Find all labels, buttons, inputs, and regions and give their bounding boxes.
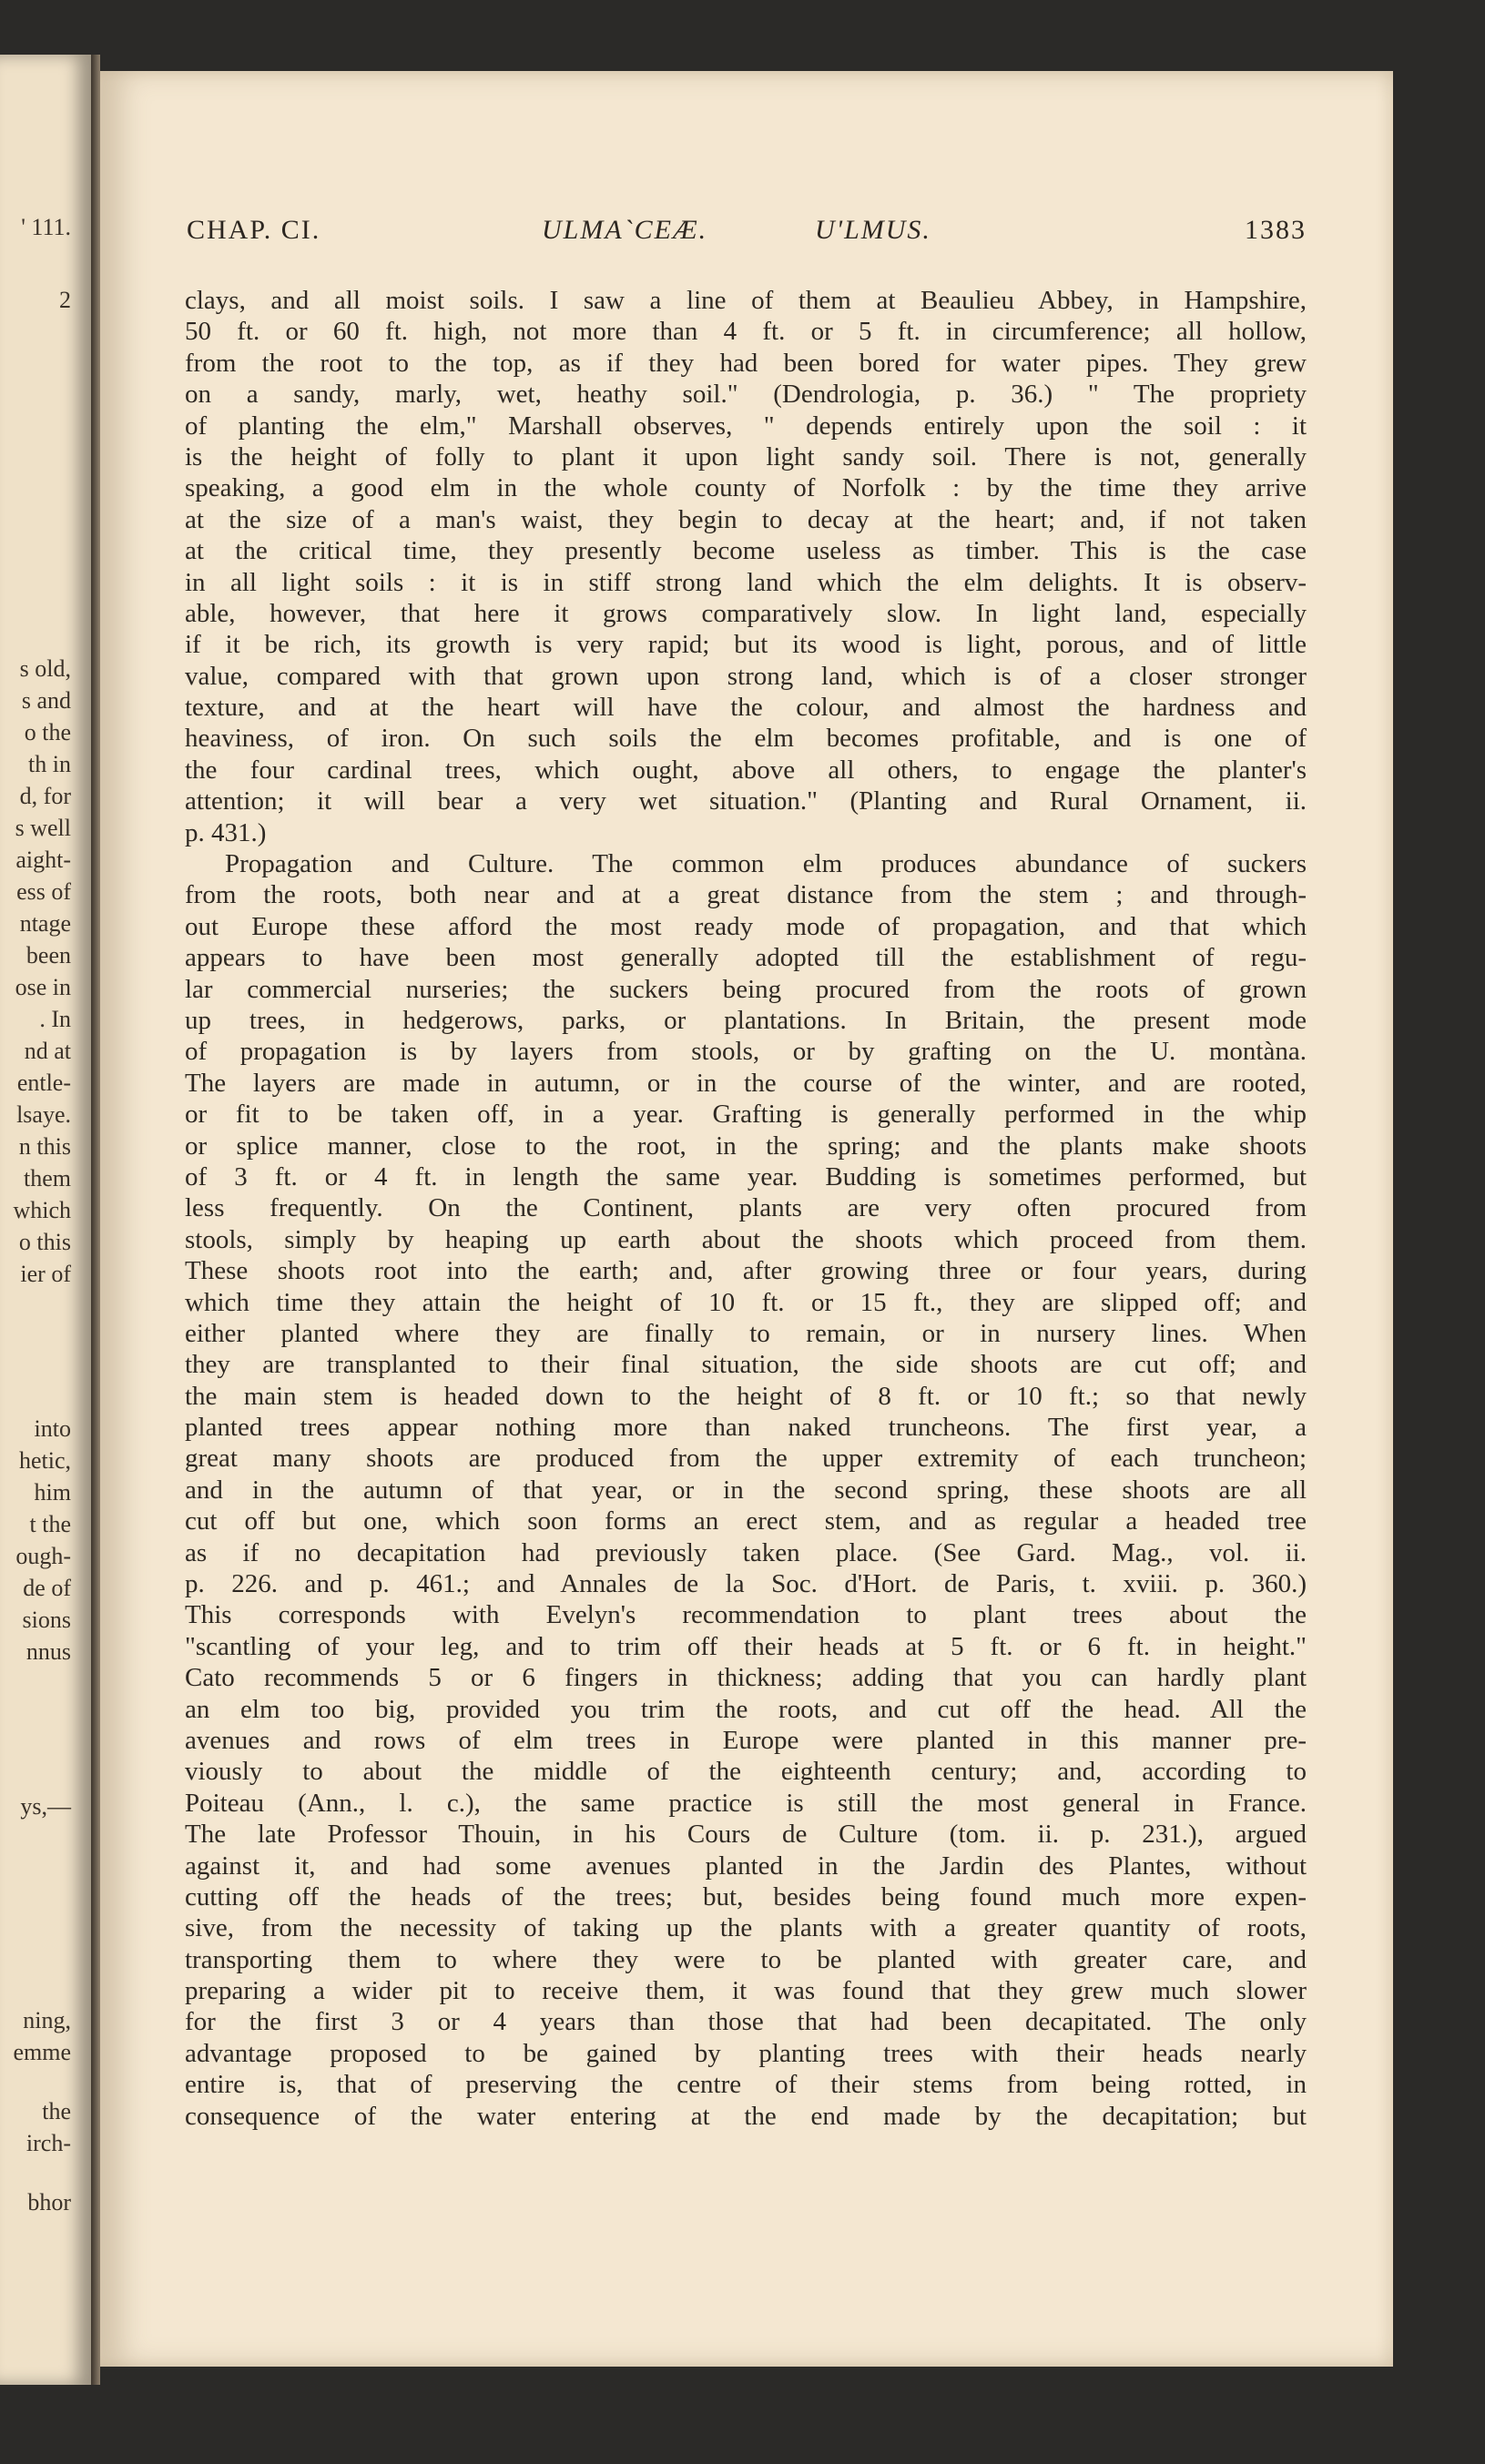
facing-page-fragment: sions	[22, 1607, 71, 1633]
facing-page-fragment: lsaye.	[16, 1101, 71, 1128]
text-line: Cato recommends 5 or 6 fingers in thickness; adding that you can hardly plant	[185, 1663, 1307, 1693]
facing-page-fragment: d, for	[19, 783, 71, 809]
facing-page-fragment: ose in	[15, 974, 71, 1000]
text-line: avenues and rows of elm trees in Europe were planted in this manner pre-	[185, 1725, 1307, 1755]
text-line: an elm too big, provided you trim the roots, and cut off the head. All the	[185, 1694, 1307, 1724]
text-line: either planted where they are finally to remain, or in nursery lines. When	[185, 1318, 1307, 1348]
text-line: appears to have been most generally adopted till the establishment of regu-	[185, 943, 1307, 973]
text-line: transporting them to where they were to be planted with greater care, and	[185, 1944, 1307, 1974]
text-line: stools, simply by heaping up earth about the shoots which proceed from them.	[185, 1224, 1307, 1254]
text-line: "scantling of your leg, and to trim off their heads at 5 ft. or 6 ft. in height."	[185, 1631, 1307, 1661]
facing-page-fragment: . In	[39, 1006, 71, 1032]
facing-page-fragment: 2	[59, 287, 71, 313]
text-line: Poiteau (Ann., l. c.), the same practice is still the most general in France.	[185, 1788, 1307, 1818]
text-line: they are transplanted to their final situation, the side shoots are cut off; and	[185, 1350, 1307, 1380]
text-line: or fit to be taken off, in a year. Grafting is generally performed in the whip	[185, 1100, 1307, 1130]
text-line: planted trees appear nothing more than naked truncheons. The first year, a	[185, 1413, 1307, 1443]
text-line: out Europe these afford the most ready mode of propagation, and that which	[185, 911, 1307, 941]
facing-page-fragment: ntage	[19, 910, 71, 937]
facing-page-fragment: been	[25, 942, 71, 968]
text-line: or splice manner, close to the root, in the spring; and the plants make shoots	[185, 1131, 1307, 1161]
text-line: speaking, a good elm in the whole county of Norfolk : by the time they arrive	[185, 473, 1307, 503]
text-line: against it, and had some avenues planted in the Jardin des Plantes, without	[185, 1851, 1307, 1881]
facing-page-fragment: t the	[29, 1511, 71, 1537]
facing-page-fragment: ' 111.	[21, 214, 71, 240]
text-line: from the roots, both near and at a great distance from the stem ; and through-	[185, 880, 1307, 910]
facing-page-fragment: him	[34, 1479, 71, 1506]
text-line: up trees, in hedgerows, parks, or plantations. In Britain, the present mode	[185, 1005, 1307, 1035]
facing-page-fragment: bhor	[27, 2189, 71, 2216]
facing-page-fragment: s well	[15, 815, 71, 841]
text-line: value, compared with that grown upon strong land, which is of a closer stronger	[185, 661, 1307, 691]
body-text	[185, 285, 1307, 2163]
family-name: ULMA`CEÆ.	[542, 215, 708, 245]
text-line: of 3 ft. or 4 ft. in length the same year. Budding is sometimes performed, but	[185, 1161, 1307, 1191]
facing-page-fragment: o the	[24, 719, 71, 745]
text-line: p. 226. and p. 461.; and Annales de la Soc. d'Hort. de Paris, t. xviii. p. 360.)	[185, 1569, 1307, 1599]
facing-page-fragment: n this	[18, 1133, 71, 1160]
section-heading-line: Propagation and Culture. The common elm produces abundance of suckers	[225, 849, 1307, 879]
facing-page-fragment: nd at	[24, 1038, 71, 1064]
text-line: sive, from the necessity of taking up the plants with a greater quantity of roots,	[185, 1913, 1307, 1943]
text-line: which time they attain the height of 10 ft. or 15 ft., they are slipped off; and	[185, 1287, 1307, 1317]
facing-page-fragment: s old,	[19, 655, 71, 682]
text-line	[185, 2132, 1307, 2163]
text-line: for the first 3 or 4 years than those that had been decapitated. The only	[185, 2007, 1307, 2037]
text-line: viously to about the middle of the eighteenth century; and, according to	[185, 1757, 1307, 1787]
text-line: texture, and at the heart will have the colour, and almost the hardness and	[185, 693, 1307, 723]
facing-page-fragment: aight-	[15, 847, 71, 873]
text-line: 50 ft. or 60 ft. high, not more than 4 ft. or 5 ft. in circumference; all hollow,	[185, 317, 1307, 347]
page-number: 1383	[1245, 215, 1307, 245]
text-line: great many shoots are produced from the upper extremity of each truncheon;	[185, 1444, 1307, 1474]
text-line: attention; it will bear a very wet situation." (Planting and Rural Ornament, ii.	[185, 786, 1307, 816]
facing-page-fragment: th in	[28, 751, 71, 777]
text-line: advantage proposed to be gained by planting trees with their heads nearly	[185, 2038, 1307, 2068]
text-line: consequence of the water entering at the end made by the decapitation; but	[185, 2101, 1307, 2131]
text-line: at the critical time, they presently become useless as timber. This is the case	[185, 536, 1307, 566]
facing-page-fragment: them	[24, 1165, 71, 1191]
text-line: on a sandy, marly, wet, heathy soil." (Dendrologia, p. 36.) " The propriety	[185, 380, 1307, 410]
genus-name: U'LMUS.	[815, 215, 931, 245]
text-line: in all light soils : it is in stiff strong land which the elm delights. It is observ-	[185, 567, 1307, 597]
text-line: is the height of folly to plant it upon light sandy soil. There is not, generally	[185, 441, 1307, 472]
facing-page-fragment: emme	[13, 2039, 71, 2065]
facing-page-fragment: s and	[21, 687, 71, 714]
facing-page-fragment: ier of	[20, 1261, 71, 1287]
text-line: cut off but one, which soon forms an erect stem, and as regular a headed tree	[185, 1506, 1307, 1536]
facing-page-fragment: de of	[23, 1575, 71, 1601]
text-line: These shoots root into the earth; and, after growing three or four years, during	[185, 1256, 1307, 1286]
facing-page-fragment: ys,—	[20, 1793, 71, 1820]
text-line: less frequently. On the Continent, plants are very often procured from	[185, 1193, 1307, 1223]
text-line: the main stem is headed down to the height of 8 ft. or 10 ft.; so that newly	[185, 1381, 1307, 1411]
text-line: clays, and all moist soils. I saw a line of them at Beaulieu Abbey, in Hampshire,	[185, 286, 1307, 315]
facing-page-fragment: entle-	[16, 1070, 71, 1096]
text-line: The layers are made in autumn, or in the course of the winter, and are rooted,	[185, 1068, 1307, 1098]
text-line: as if no decapitation had previously taken place. (See Gard. Mag., vol. ii.	[185, 1537, 1307, 1567]
chapter-label: CHAP. CI.	[187, 215, 321, 245]
text-line: from the root to the top, as if they had been bored for water pipes. They grew	[185, 348, 1307, 378]
text-line: This corresponds with Evelyn's recommendation to plant trees about the	[185, 1600, 1307, 1630]
facing-page-fragment: the	[42, 2098, 71, 2124]
text-line: lar commercial nurseries; the suckers being procured from the roots of grown	[185, 974, 1307, 1004]
text-line: The late Professor Thouin, in his Cours de Culture (tom. ii. p. 231.), argued	[185, 1820, 1307, 1850]
facing-page-fragment: ough-	[15, 1543, 71, 1569]
text-line: entire is, that of preserving the centre of their stems from being rotted, in	[185, 2070, 1307, 2100]
facing-page-fragment: nnus	[25, 1638, 71, 1665]
facing-page-fragment: o this	[18, 1229, 71, 1255]
text-line: cutting off the heads of the trees; but, besides being found much more expen-	[185, 1881, 1307, 1911]
text-line: of propagation is by layers from stools, or by grafting on the U. montàna.	[185, 1037, 1307, 1067]
facing-page-edge	[0, 55, 91, 2385]
text-line: of planting the elm," Marshall observes, " depends entirely upon the soil : it	[185, 411, 1307, 441]
book-page	[100, 71, 1393, 2367]
text-line: at the size of a man's waist, they begin to decay at the heart; and, if not taken	[185, 504, 1307, 534]
facing-page-fragment: ning,	[23, 2007, 71, 2033]
text-line: if it be rich, its growth is very rapid; but its wood is light, porous, and of little	[185, 630, 1307, 660]
text-line: heaviness, of iron. On such soils the elm becomes profitable, and is one of	[185, 724, 1307, 754]
text-line: the four cardinal trees, which ought, above all others, to engage the planter's	[185, 755, 1307, 785]
book-gutter	[91, 55, 100, 2385]
facing-page-fragment: hetic,	[18, 1447, 71, 1474]
text-line: p. 431.)	[185, 817, 267, 847]
facing-page-fragment: into	[34, 1415, 71, 1442]
running-header	[187, 215, 1307, 251]
facing-page-fragment: irch-	[25, 2130, 71, 2156]
facing-page-fragment: ess of	[16, 878, 71, 905]
facing-page-fragment: which	[13, 1197, 71, 1223]
text-line: and in the autumn of that year, or in the second spring, these shoots are all	[185, 1475, 1307, 1505]
text-line: preparing a wider pit to receive them, it was found that they grew much slower	[185, 1976, 1307, 2006]
text-line: able, however, that here it grows comparatively slow. In light land, especially	[185, 598, 1307, 628]
